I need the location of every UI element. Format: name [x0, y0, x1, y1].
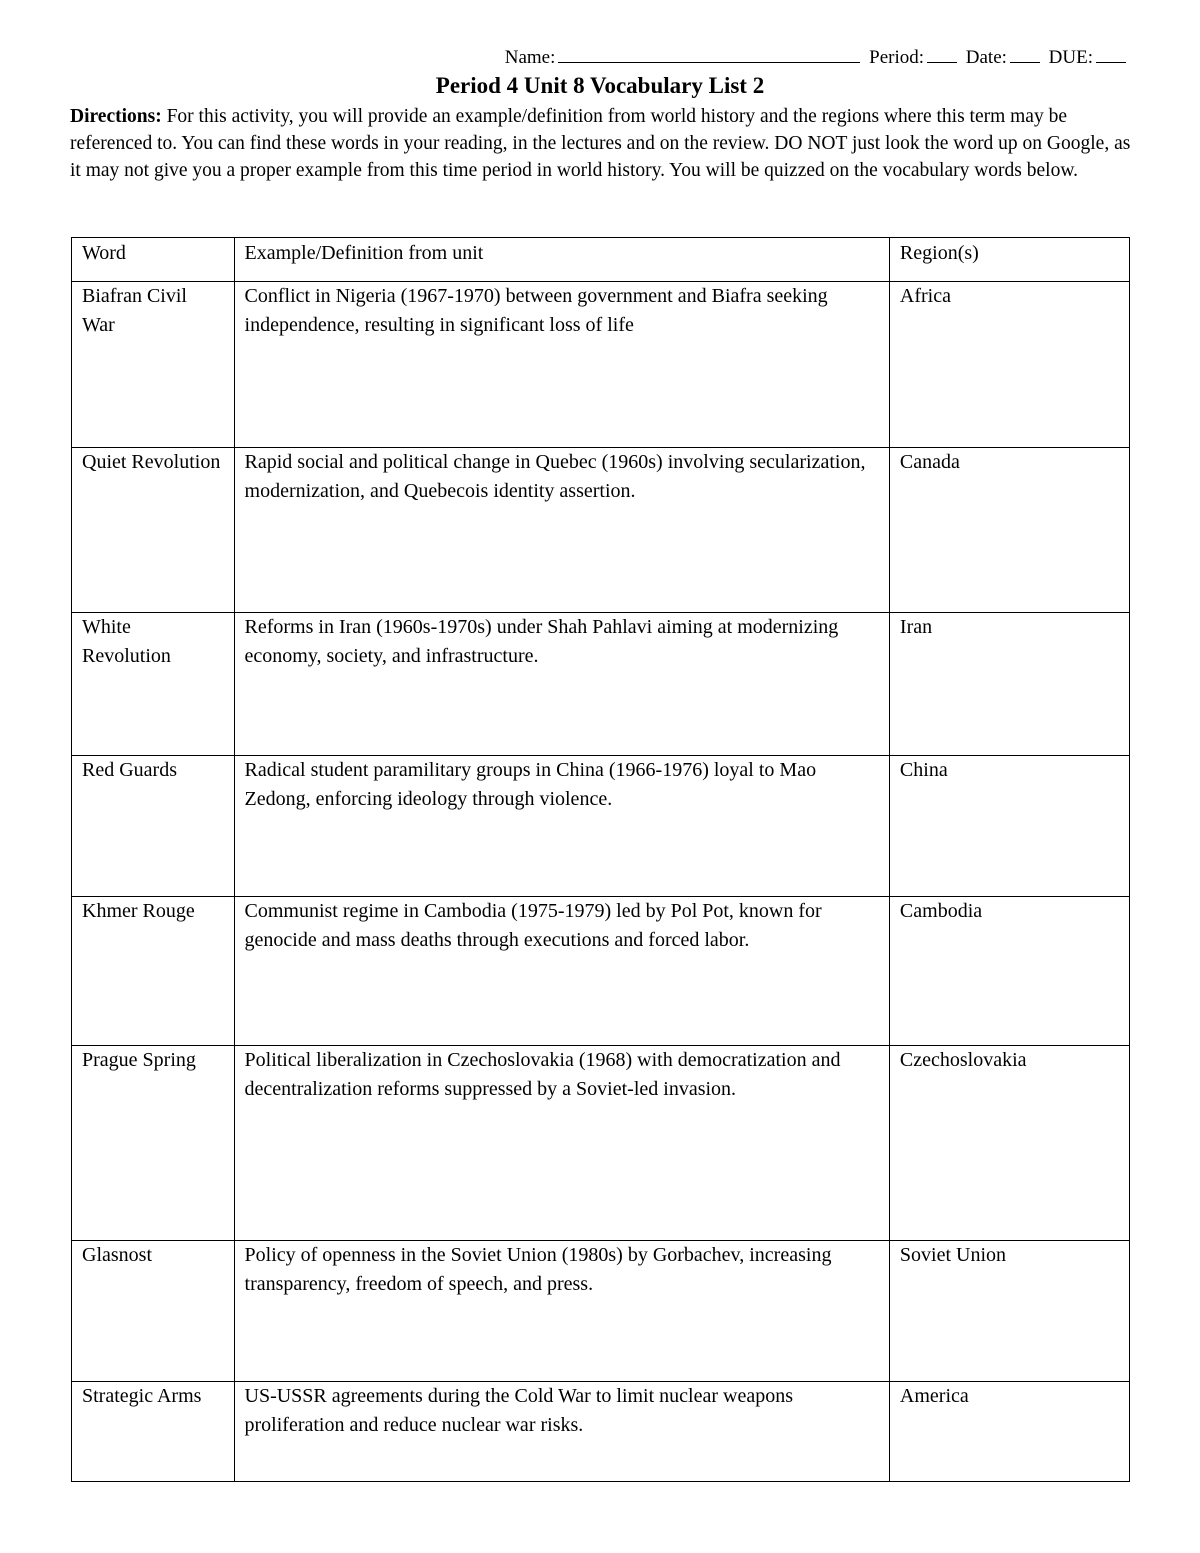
word-cell: Glasnost — [72, 1241, 235, 1382]
table-row — [72, 1241, 1130, 1382]
vocabulary-table — [71, 237, 1130, 1482]
definition-cell[interactable]: Political liberalization in Czechoslovakia (1968) with democratization and decentralization reforms suppressed by a Soviet-led invasion. — [234, 1046, 889, 1241]
name-label: Name: — [504, 47, 556, 68]
table-row — [72, 897, 1130, 1046]
region-cell[interactable]: Africa — [889, 282, 1129, 448]
definition-cell[interactable]: Radical student paramilitary groups in China (1966-1976) loyal to Mao Zedong, enforcing ideology through violence. — [234, 756, 889, 897]
table-row — [72, 448, 1130, 613]
directions-text: For this activity, you will provide an example/definition from world history and the regions where this term may be referenced to. You can find these words in your reading, in the lectures and on the review. DO NOT just look the word up on Google, as it may not give you a proper example from this time period in world history. You will be quizzed on the vocabulary words below. — [70, 106, 1131, 181]
table-row — [72, 282, 1130, 448]
period-label: Period: — [869, 47, 925, 68]
due-label: DUE: — [1048, 47, 1093, 68]
definition-cell[interactable]: Communist regime in Cambodia (1975-1979) led by Pol Pot, known for genocide and mass deaths through executions and forced labor. — [234, 897, 889, 1046]
definition-cell[interactable]: Policy of openness in the Soviet Union (1980s) by Gorbachev, increasing transparency, freedom of speech, and press. — [234, 1241, 889, 1382]
table-row — [72, 756, 1130, 897]
table-row — [72, 613, 1130, 756]
header-word: Word — [72, 238, 235, 282]
header-definition: Example/Definition from unit — [234, 238, 889, 282]
definition-cell[interactable]: US-USSR agreements during the Cold War to limit nuclear weapons proliferation and reduce nuclear war risks. — [234, 1382, 889, 1482]
region-cell[interactable]: Cambodia — [889, 897, 1129, 1046]
definition-cell[interactable]: Reforms in Iran (1960s-1970s) under Shah Pahlavi aiming at modernizing economy, society, and infrastructure. — [234, 613, 889, 756]
date-label: Date: — [965, 47, 1007, 68]
word-cell: White Revolution — [72, 613, 235, 756]
region-cell[interactable]: Czechoslovakia — [889, 1046, 1129, 1241]
region-cell[interactable]: China — [889, 756, 1129, 897]
region-cell[interactable]: Iran — [889, 613, 1129, 756]
table-header-row — [72, 238, 1130, 282]
region-cell[interactable]: Canada — [889, 448, 1129, 613]
word-cell: Red Guards — [72, 756, 235, 897]
word-cell: Biafran Civil War — [72, 282, 235, 448]
directions-label: Directions: — [70, 106, 162, 127]
student-info-line — [505, 44, 1130, 69]
table-row — [72, 1382, 1130, 1482]
definition-cell[interactable]: Rapid social and political change in Quebec (1960s) involving secularization, modernization, and Quebecois identity assertion. — [234, 448, 889, 613]
word-cell: Strategic Arms — [72, 1382, 235, 1482]
word-cell: Prague Spring — [72, 1046, 235, 1241]
date-blank[interactable] — [1010, 44, 1040, 63]
region-cell[interactable]: Soviet Union — [889, 1241, 1129, 1382]
directions-paragraph — [70, 103, 1132, 184]
period-blank[interactable] — [927, 44, 957, 63]
due-blank[interactable] — [1096, 44, 1126, 63]
word-cell: Quiet Revolution — [72, 448, 235, 613]
region-cell[interactable]: America — [889, 1382, 1129, 1482]
definition-cell[interactable]: Conflict in Nigeria (1967-1970) between government and Biafra seeking independence, resulting in significant loss of life — [234, 282, 889, 448]
table-row — [72, 1046, 1130, 1241]
name-blank[interactable] — [558, 44, 860, 63]
header-region: Region(s) — [889, 238, 1129, 282]
word-cell: Khmer Rouge — [72, 897, 235, 1046]
page-title: Period 4 Unit 8 Vocabulary List 2 — [435, 73, 765, 98]
